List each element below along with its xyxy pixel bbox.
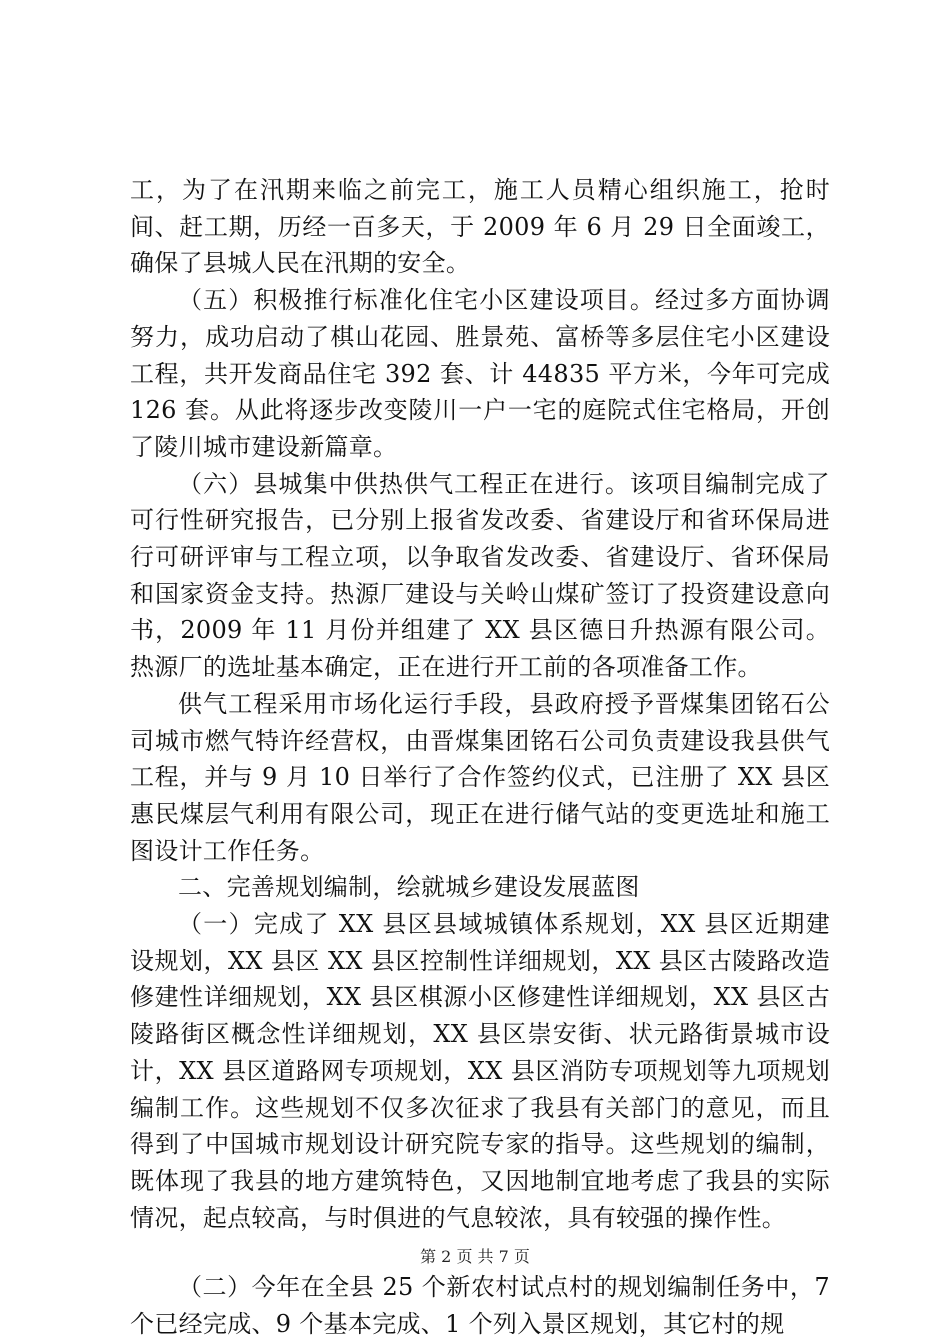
paragraph-item-6: （六）县城集中供热供气工程正在进行。该项目编制完成了可行性研究报告，已分别上报省发改委、省建设厅和省环保局进行可研评审与工程立项，以争取省发改委、省建设厅、省环保局和国家资金支持。热源厂建设与关岭山煤矿签订了投资建设意向书，2009 年 11 月份并组建了 XX 县区德日升热源有限公司。热源厂的选址基本确定，正在进行开工前的各项准备工作。 — [130, 469, 830, 682]
paragraph-planning-2: （二）今年在全县 25 个新农村试点村的规划编制任务中，7 个已经完成、9 个基本完成、1 个列入景区规划，其它村的规 — [130, 1273, 830, 1339]
paragraph-gas-supply: 供气工程采用市场化运行手段，县政府授予晋煤集团铭石公司城市燃气特许经营权，由晋煤集团铭石公司负责建设我县供气工程，并与 9 月 10 日举行了合作签约仪式，已注册了 XX 县区惠民煤层气利用有限公司，现正在进行储气站的变更选址和施工图设计工作任务。 — [130, 689, 830, 865]
paragraph-planning-1: （一）完成了 XX 县区县域城镇体系规划，XX 县区近期建设规划，XX 县区 XX 县区控制性详细规划，XX 县区古陵路改造修建性详细规划，XX 县区棋源小区修建性详细规划，XX 县区古陵路街区概念性详细规划，XX 县区崇安街、状元路街景城市设计，XX 县区道路网专项规划，XX 县区消防专项规划等九项规划编制工作。这些规划不仅多次征求了我县有关部门的意见，而且得到了中国城市规划设计研究院专家的指导。这些规划的编制，既体现了我县的地方建筑特色，又因地制宜地考虑了我县的实际情况，起点较高，与时俱进的气息较浓，具有较强的操作性。 — [130, 910, 830, 1232]
document-body — [130, 172, 830, 1343]
section-heading-2: 二、完善规划编制，绘就城乡建设发展蓝图 — [178, 873, 640, 902]
page-number-footer: 第 2 页 共 7 页 — [420, 1247, 530, 1266]
paragraph-item-5: （五）积极推行标准化住宅小区建设项目。经过多方面协调努力，成功启动了棋山花园、胜景苑、富桥等多层住宅小区建设工程，共开发商品住宅 392 套、计 44835 平方米，今年可完成 126 套。从此将逐步改变陵川一户一宅的庭院式住宅格局，开创了陵川城市建设新篇章。 — [130, 286, 830, 461]
paragraph-continuation: 工，为了在汛期来临之前完工，施工人员精心组织施工，抢时间、赶工期，历经一百多天，于 2009 年 6 月 29 日全面竣工，确保了县城人民在汛期的安全。 — [130, 176, 830, 278]
